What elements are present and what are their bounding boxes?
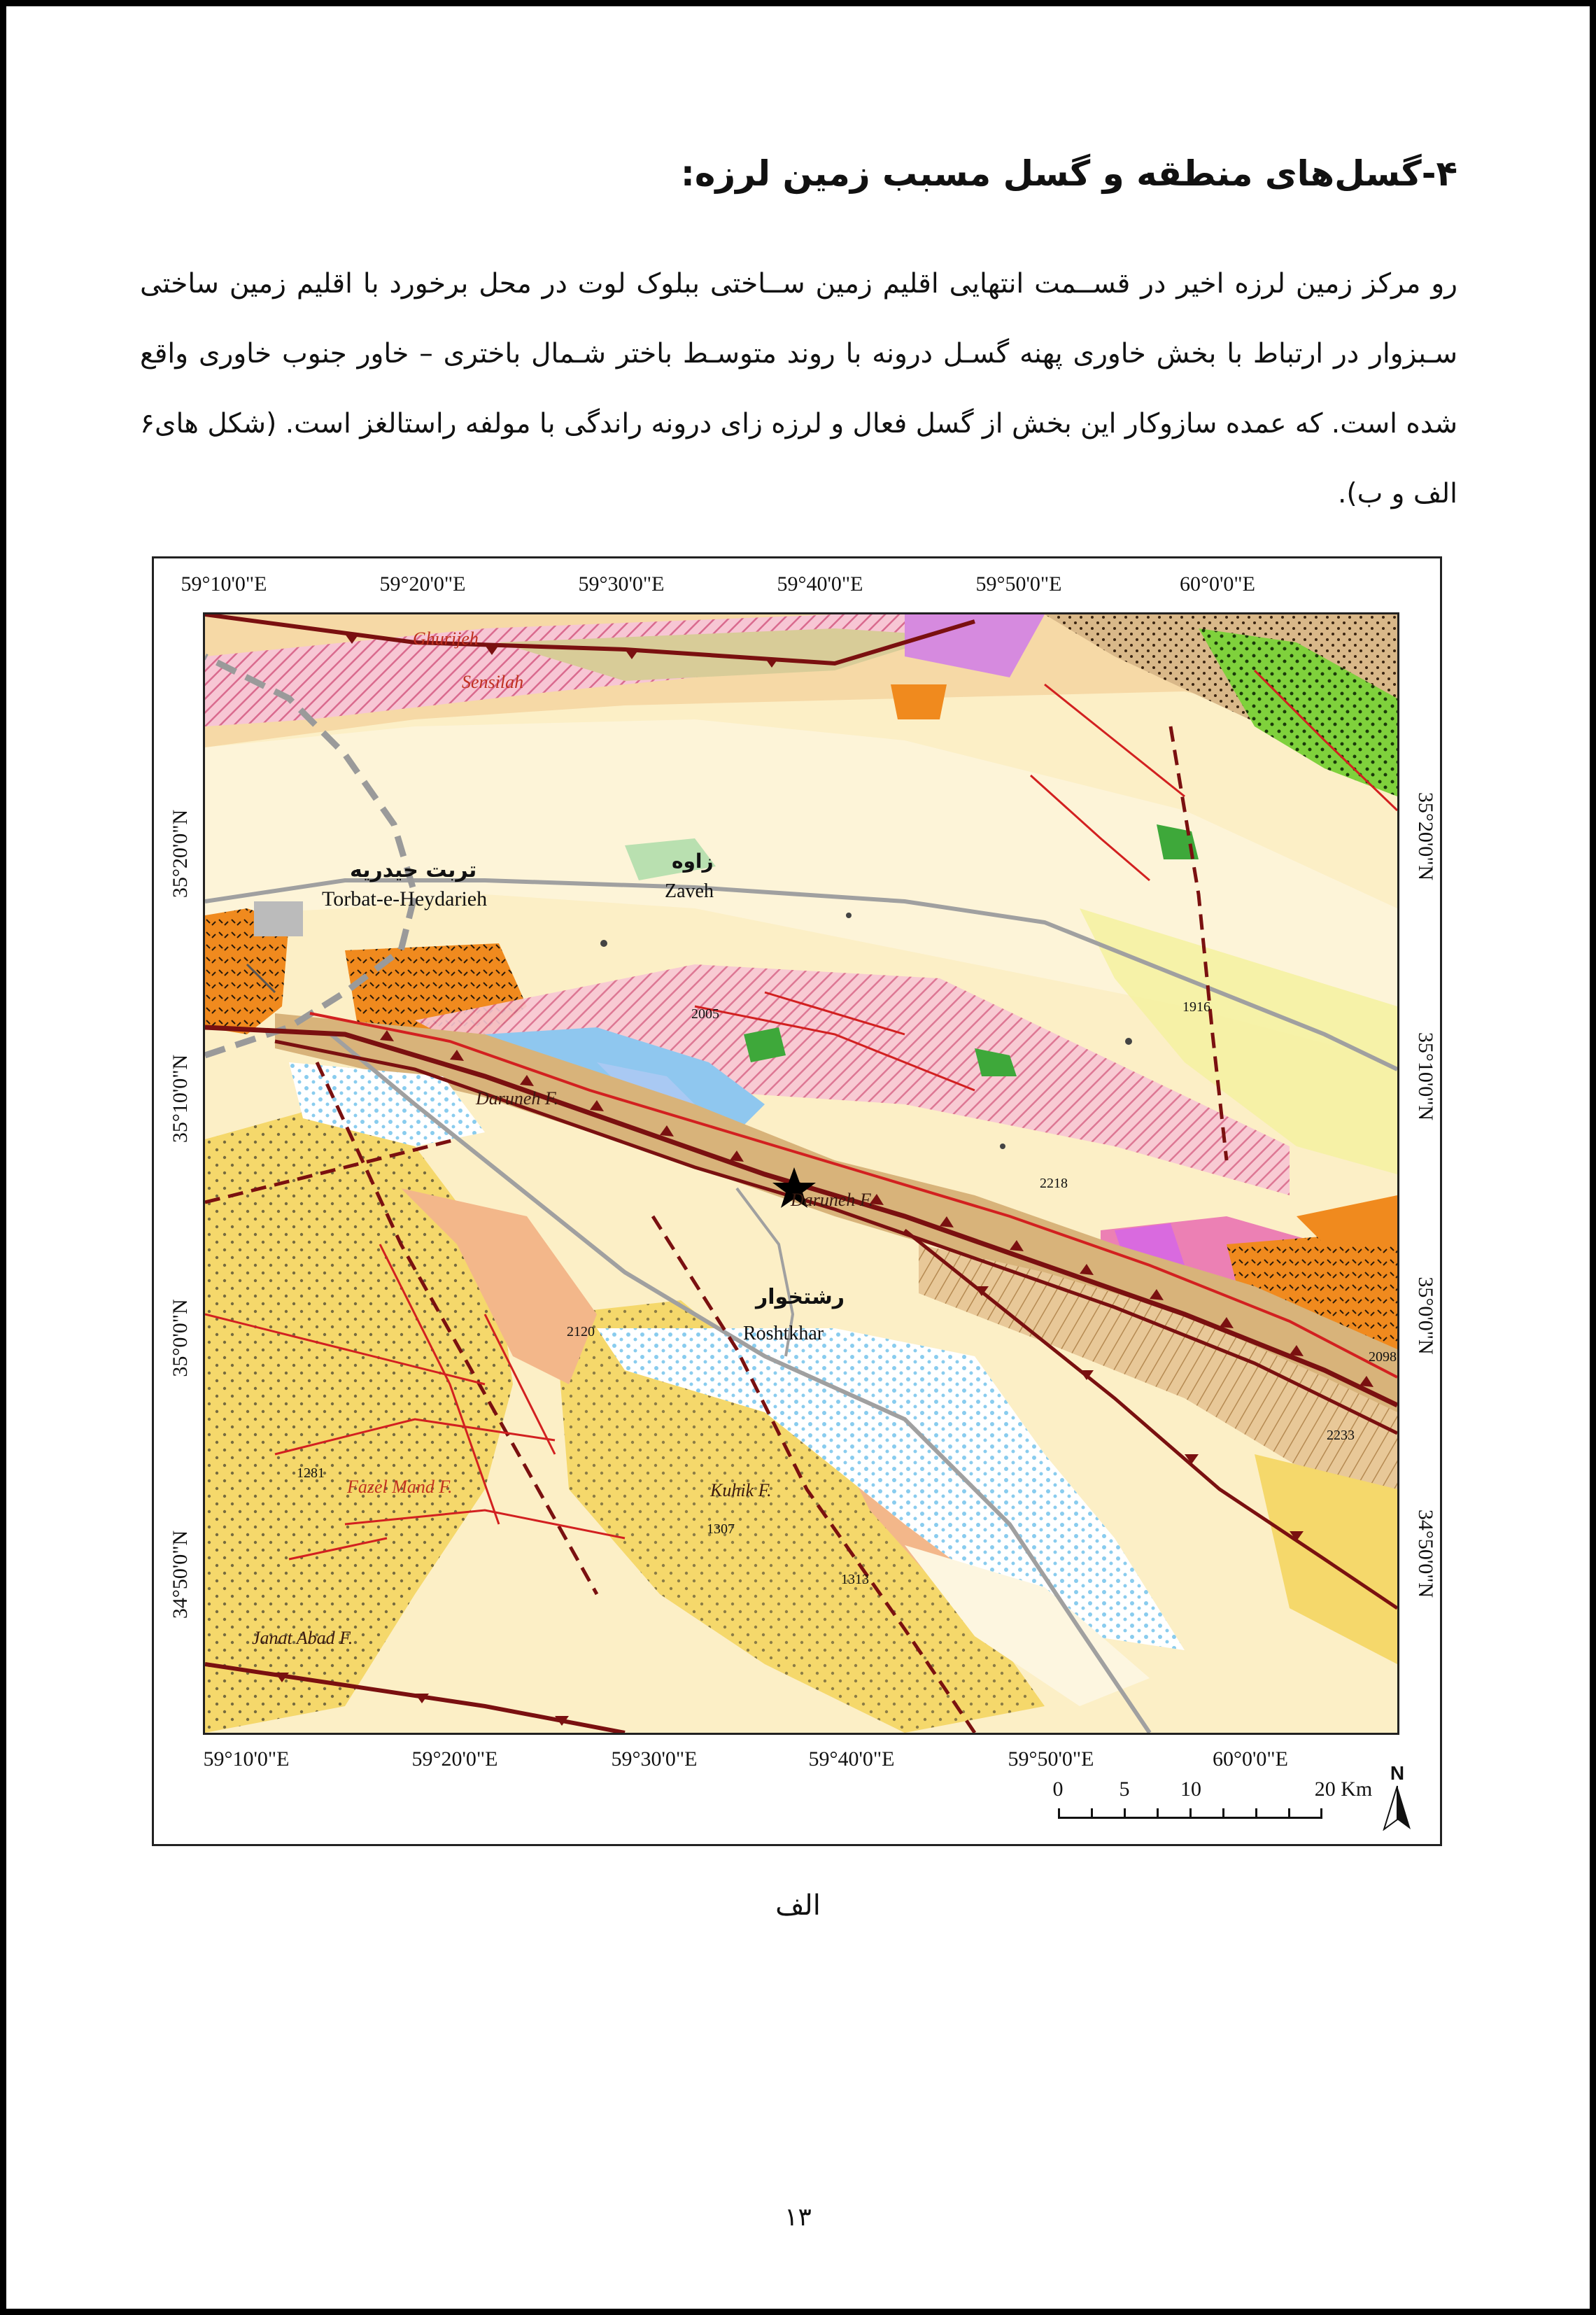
scale-tick [1320, 1808, 1322, 1819]
north-arrow-icon [1380, 1785, 1415, 1831]
right-latitude-label: 34°50'0"N [1414, 1509, 1437, 1598]
kuhik-fault-label: Kuhik F. [710, 1480, 772, 1500]
north-letter: N [1390, 1762, 1405, 1784]
scale-label: 10 [1180, 1778, 1201, 1801]
geological-map [203, 612, 1399, 1735]
right-latitude-label: 35°0'0"N [1414, 1276, 1437, 1355]
top-longitude-label: 60°0'0"E [1180, 572, 1255, 596]
scale-tick [1091, 1808, 1093, 1819]
sensilah-fault-label: Sensilah [462, 672, 524, 692]
top-longitude-label: 59°30'0"E [578, 572, 665, 596]
bottom-longitude-label: 59°30'0"E [611, 1747, 698, 1771]
elevation-label: 1313 [841, 1572, 869, 1587]
daruneh-fault-label: Daruneh F. [791, 1190, 873, 1210]
scale-tick [1157, 1808, 1159, 1819]
scale-bar [1052, 1778, 1373, 1827]
left-latitude-label: 35°10'0"N [169, 1054, 192, 1144]
scale-tick [1124, 1808, 1126, 1819]
scale-label: 0 [1052, 1778, 1064, 1801]
scale-tick [1288, 1808, 1290, 1819]
bottom-longitude-label: 59°40'0"E [808, 1747, 895, 1771]
right-latitude-label: 35°10'0"N [1414, 1032, 1437, 1121]
torbat-label-fa: تربت حیدریه [350, 858, 477, 882]
janat-abad-fault-label: Janat Abad F. [252, 1628, 353, 1648]
elevation-label: 2218 [1040, 1176, 1068, 1191]
daruneh-fault-label: Daruneh F. [476, 1088, 558, 1109]
top-longitude-label: 59°10'0"E [181, 572, 267, 596]
top-longitude-label: 59°40'0"E [777, 572, 863, 596]
scale-label: 5 [1119, 1778, 1130, 1801]
elevation-label: 1307 [707, 1521, 735, 1537]
elevation-label: 1281 [297, 1465, 325, 1481]
elevation-label: 2120 [567, 1324, 595, 1339]
torbat-label-en: Torbat-e-Heydarieh [322, 887, 488, 910]
bottom-longitude-label: 59°50'0"E [1008, 1747, 1094, 1771]
fazel-mand-fault-label: Fazel Mand F. [347, 1477, 453, 1497]
elevation-label: 2005 [691, 1006, 719, 1022]
right-latitude-label: 35°20'0"N [1414, 791, 1437, 881]
elevation-label: 2233 [1327, 1428, 1355, 1443]
bottom-longitude-label: 60°0'0"E [1213, 1747, 1288, 1771]
left-latitude-label: 35°0'0"N [169, 1299, 192, 1377]
elevation-label: 2098 [1369, 1349, 1397, 1365]
page-number: ۱۳ [784, 2203, 812, 2232]
scale-label: 20 Km [1314, 1778, 1373, 1801]
roshtkhar-label-fa: رشتخوار [756, 1285, 845, 1309]
top-longitude-label: 59°50'0"E [975, 572, 1062, 596]
figure-caption: الف [775, 1890, 821, 1922]
left-latitude-label: 34°50'0"N [169, 1530, 192, 1619]
north-arrow [1380, 1762, 1415, 1832]
zaveh-label-fa: زاوه [672, 850, 714, 873]
bottom-longitude-label: 59°10'0"E [203, 1747, 290, 1771]
scale-tick [1189, 1808, 1192, 1819]
zaveh-label-en: Zaveh [665, 880, 714, 902]
elevation-label: 1916 [1182, 999, 1210, 1015]
roshtkhar-label-en: Roshtkhar [743, 1323, 824, 1344]
scale-tick [1058, 1808, 1060, 1819]
scale-tick [1222, 1808, 1224, 1819]
scale-tick [1255, 1808, 1257, 1819]
bottom-longitude-label: 59°20'0"E [411, 1747, 498, 1771]
left-latitude-label: 35°20'0"N [169, 809, 192, 899]
body-paragraph: رو مرکز زمین لرزه اخیر در قســمت انتهایی اقلیم زمین ســاختی ببلوک لوت در محل برخورد با اقلیم زمین ساختی سـبزوار در ارتباط با بخش خاوری پهنه گسـل درونه با روند متوسـط باختر شـمال باختری – خاور جنوب خاوری واقع شده است. که عمده سازوکار این بخش از گسل فعال و لرزه زای درونه راندگی با مولفه راستالغز است. (شکل های۶ الف و ب). [140, 268, 1457, 509]
section-heading: ۴-گسل‌های منطقه و گسل مسبب زمین لرزه: [680, 153, 1457, 194]
ghurijeh-fault-label: Ghurijeh [413, 628, 479, 649]
top-longitude-label: 59°20'0"E [379, 572, 466, 596]
